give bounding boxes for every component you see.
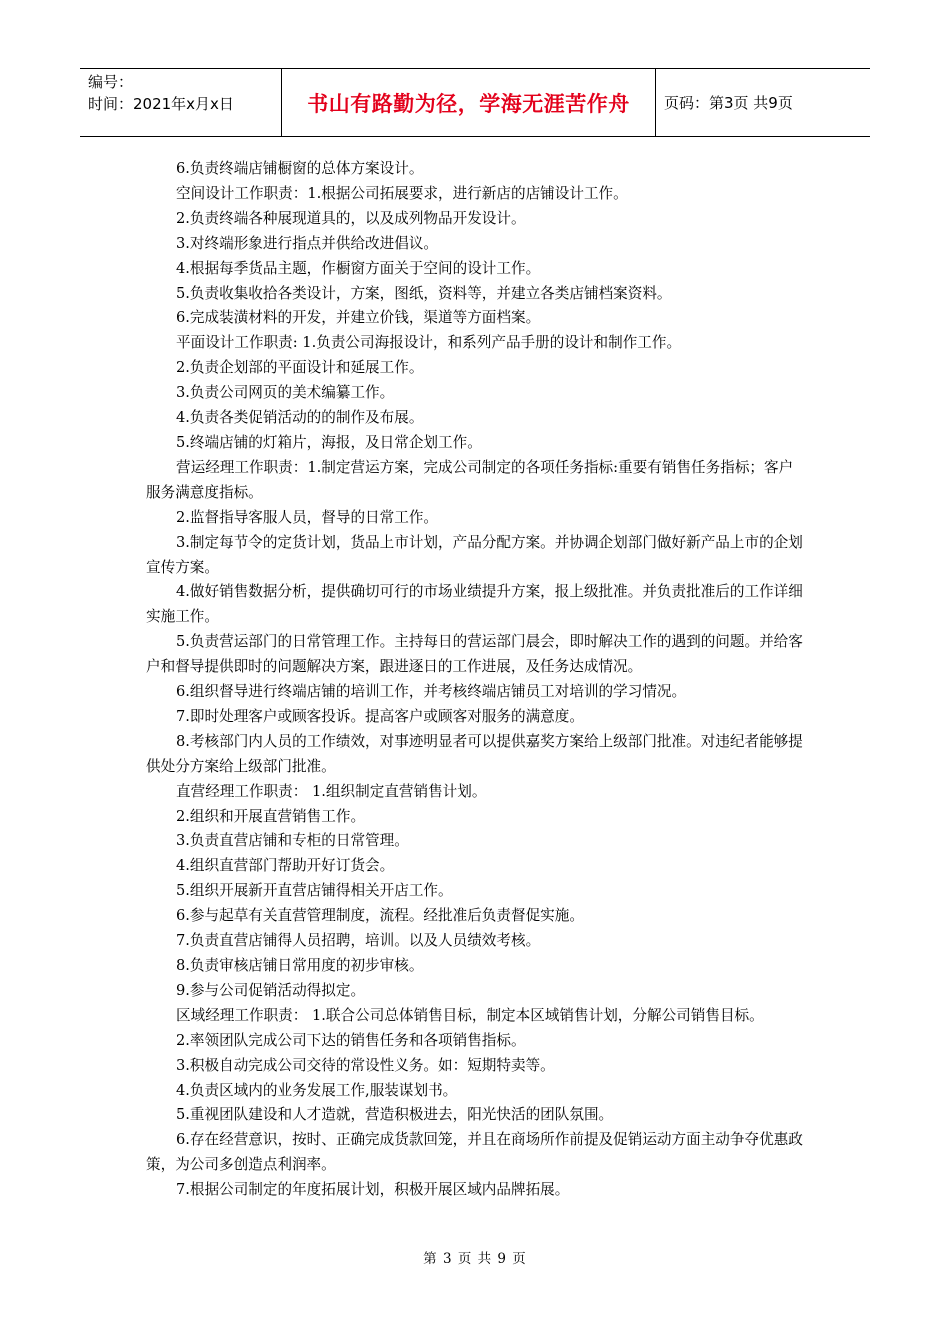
- body-paragraph: 2.组织和开展直营销售工作。: [176, 807, 366, 825]
- body-paragraph: 7.负责直营店铺得人员招聘，培训。以及人员绩效考核。: [176, 932, 541, 950]
- document-date-label: 时间：2021年x月x日: [88, 95, 234, 113]
- body-paragraph: 3.对终端形象进行指点并供给改进倡议。: [176, 234, 439, 252]
- body-paragraph: 直营经理工作职责： 1.组织制定直营销售计划。: [176, 782, 487, 800]
- header-motto: 书山有路勤为径，学海无涯苦作舟: [282, 69, 656, 136]
- body-paragraph: 空间设计工作职责：1.根据公司拓展要求，进行新店的店铺设计工作。: [176, 184, 628, 202]
- body-paragraph: 7.即时处理客户或顾客投诉。提高客户或顾客对服务的满意度。: [176, 707, 584, 725]
- body-paragraph: 5.终端店铺的灯箱片，海报，及日常企划工作。: [176, 433, 482, 451]
- document-number-label: 编号：: [88, 73, 134, 91]
- body-paragraph: 6.参与起草有关直营管理制度，流程。经批准后负责督促实施。: [176, 907, 584, 925]
- body-paragraph: 4.组织直营部门帮助开好订货会。: [176, 857, 395, 875]
- body-paragraph: 8.考核部门内人员的工作绩效，对事迹明显者可以提供嘉奖方案给上级部门批准。对违纪者能够提供处分方案给上级部门批准。: [146, 732, 803, 775]
- body-paragraph: 6.组织督导进行终端店铺的培训工作，并考核终端店铺员工对培训的学习情况。: [176, 683, 687, 701]
- body-paragraph: 营运经理工作职责：1.制定营运方案，完成公司制定的各项任务指标:重要有销售任务指标；客户服务满意度指标。: [146, 458, 794, 501]
- body-paragraph: 4.根据每季货品主题，作橱窗方面关于空间的设计工作。: [176, 259, 541, 277]
- body-paragraph: 6.存在经营意识，按时、正确完成货款回笼，并且在商场所作前提及促销运动方面主动争夺优惠政策，为公司多创造点利润率。: [146, 1131, 803, 1174]
- body-paragraph: 6.负责终端店铺橱窗的总体方案设计。: [176, 160, 424, 177]
- body-paragraph: 3.负责公司网页的美术编纂工作。: [176, 384, 395, 402]
- body-paragraph: 5.组织开展新开直营店铺得相关开店工作。: [176, 882, 453, 900]
- page-header: [80, 68, 870, 137]
- body-paragraph: 4.负责各类促销活动的的制作及布展。: [176, 409, 424, 427]
- body-paragraph: 区域经理工作职责： 1.联合公司总体销售目标，制定本区域销售计划，分解公司销售目标。: [176, 1006, 764, 1024]
- body-paragraph: 5.负责营运部门的日常管理工作。主持每日的营运部门晨会，即时解决工作的遇到的问题。并给客户和督导提供即时的问题解决方案，跟进逐日的工作进展，及任务达成情况。: [146, 633, 803, 676]
- body-paragraph: 2.负责企划部的平面设计和延展工作。: [176, 359, 424, 377]
- body-paragraph: 4.做好销售数据分析，提供确切可行的市场业绩提升方案，报上级批准。并负责批准后的工作详细实施工作。: [146, 583, 803, 626]
- body-paragraph: 2.监督指导客服人员，督导的日常工作。: [176, 508, 439, 526]
- body-paragraph: 9.参与公司促销活动得拟定。: [176, 981, 366, 999]
- body-paragraph: 6.完成装潢材料的开发，并建立价钱，渠道等方面档案。: [176, 309, 541, 327]
- body-paragraph: 4.负责区域内的业务发展工作,服装谋划书。: [176, 1081, 458, 1099]
- document-body: [146, 157, 806, 1203]
- body-paragraph: 3.制定每节令的定货计划，货品上市计划，产品分配方案。并协调企划部门做好新产品上市的企划宣传方案。: [146, 533, 803, 576]
- body-paragraph: 7.根据公司制定的年度拓展计划，积极开展区域内品牌拓展。: [176, 1181, 570, 1199]
- header-meta: [80, 69, 282, 136]
- body-paragraph: 5.负责收集收拾各类设计，方案，图纸，资料等，并建立各类店铺档案资料。: [176, 284, 672, 302]
- body-paragraph: 3.负责直营店铺和专柜的日常管理。: [176, 832, 409, 850]
- body-paragraph: 3.积极自动完成公司交待的常设性义务。如：短期特卖等。: [176, 1056, 555, 1074]
- body-paragraph: 5.重视团队建设和人才造就，营造积极进去，阳光快活的团队氛围。: [176, 1106, 614, 1124]
- body-paragraph: 平面设计工作职责: 1.负责公司海报设计，和系列产品手册的设计和制作工作。: [176, 334, 682, 352]
- page-footer: 第 3 页 共 9 页: [423, 1251, 527, 1267]
- body-paragraph: 8.负责审核店铺日常用度的初步审核。: [176, 957, 424, 974]
- body-paragraph: 2.率领团队完成公司下达的销售任务和各项销售指标。: [176, 1031, 526, 1049]
- header-page-number: 页码：第3页 共9页: [664, 94, 793, 112]
- body-paragraph: 2.负责终端各种展现道具的，以及成列物品开发设计。: [176, 209, 526, 227]
